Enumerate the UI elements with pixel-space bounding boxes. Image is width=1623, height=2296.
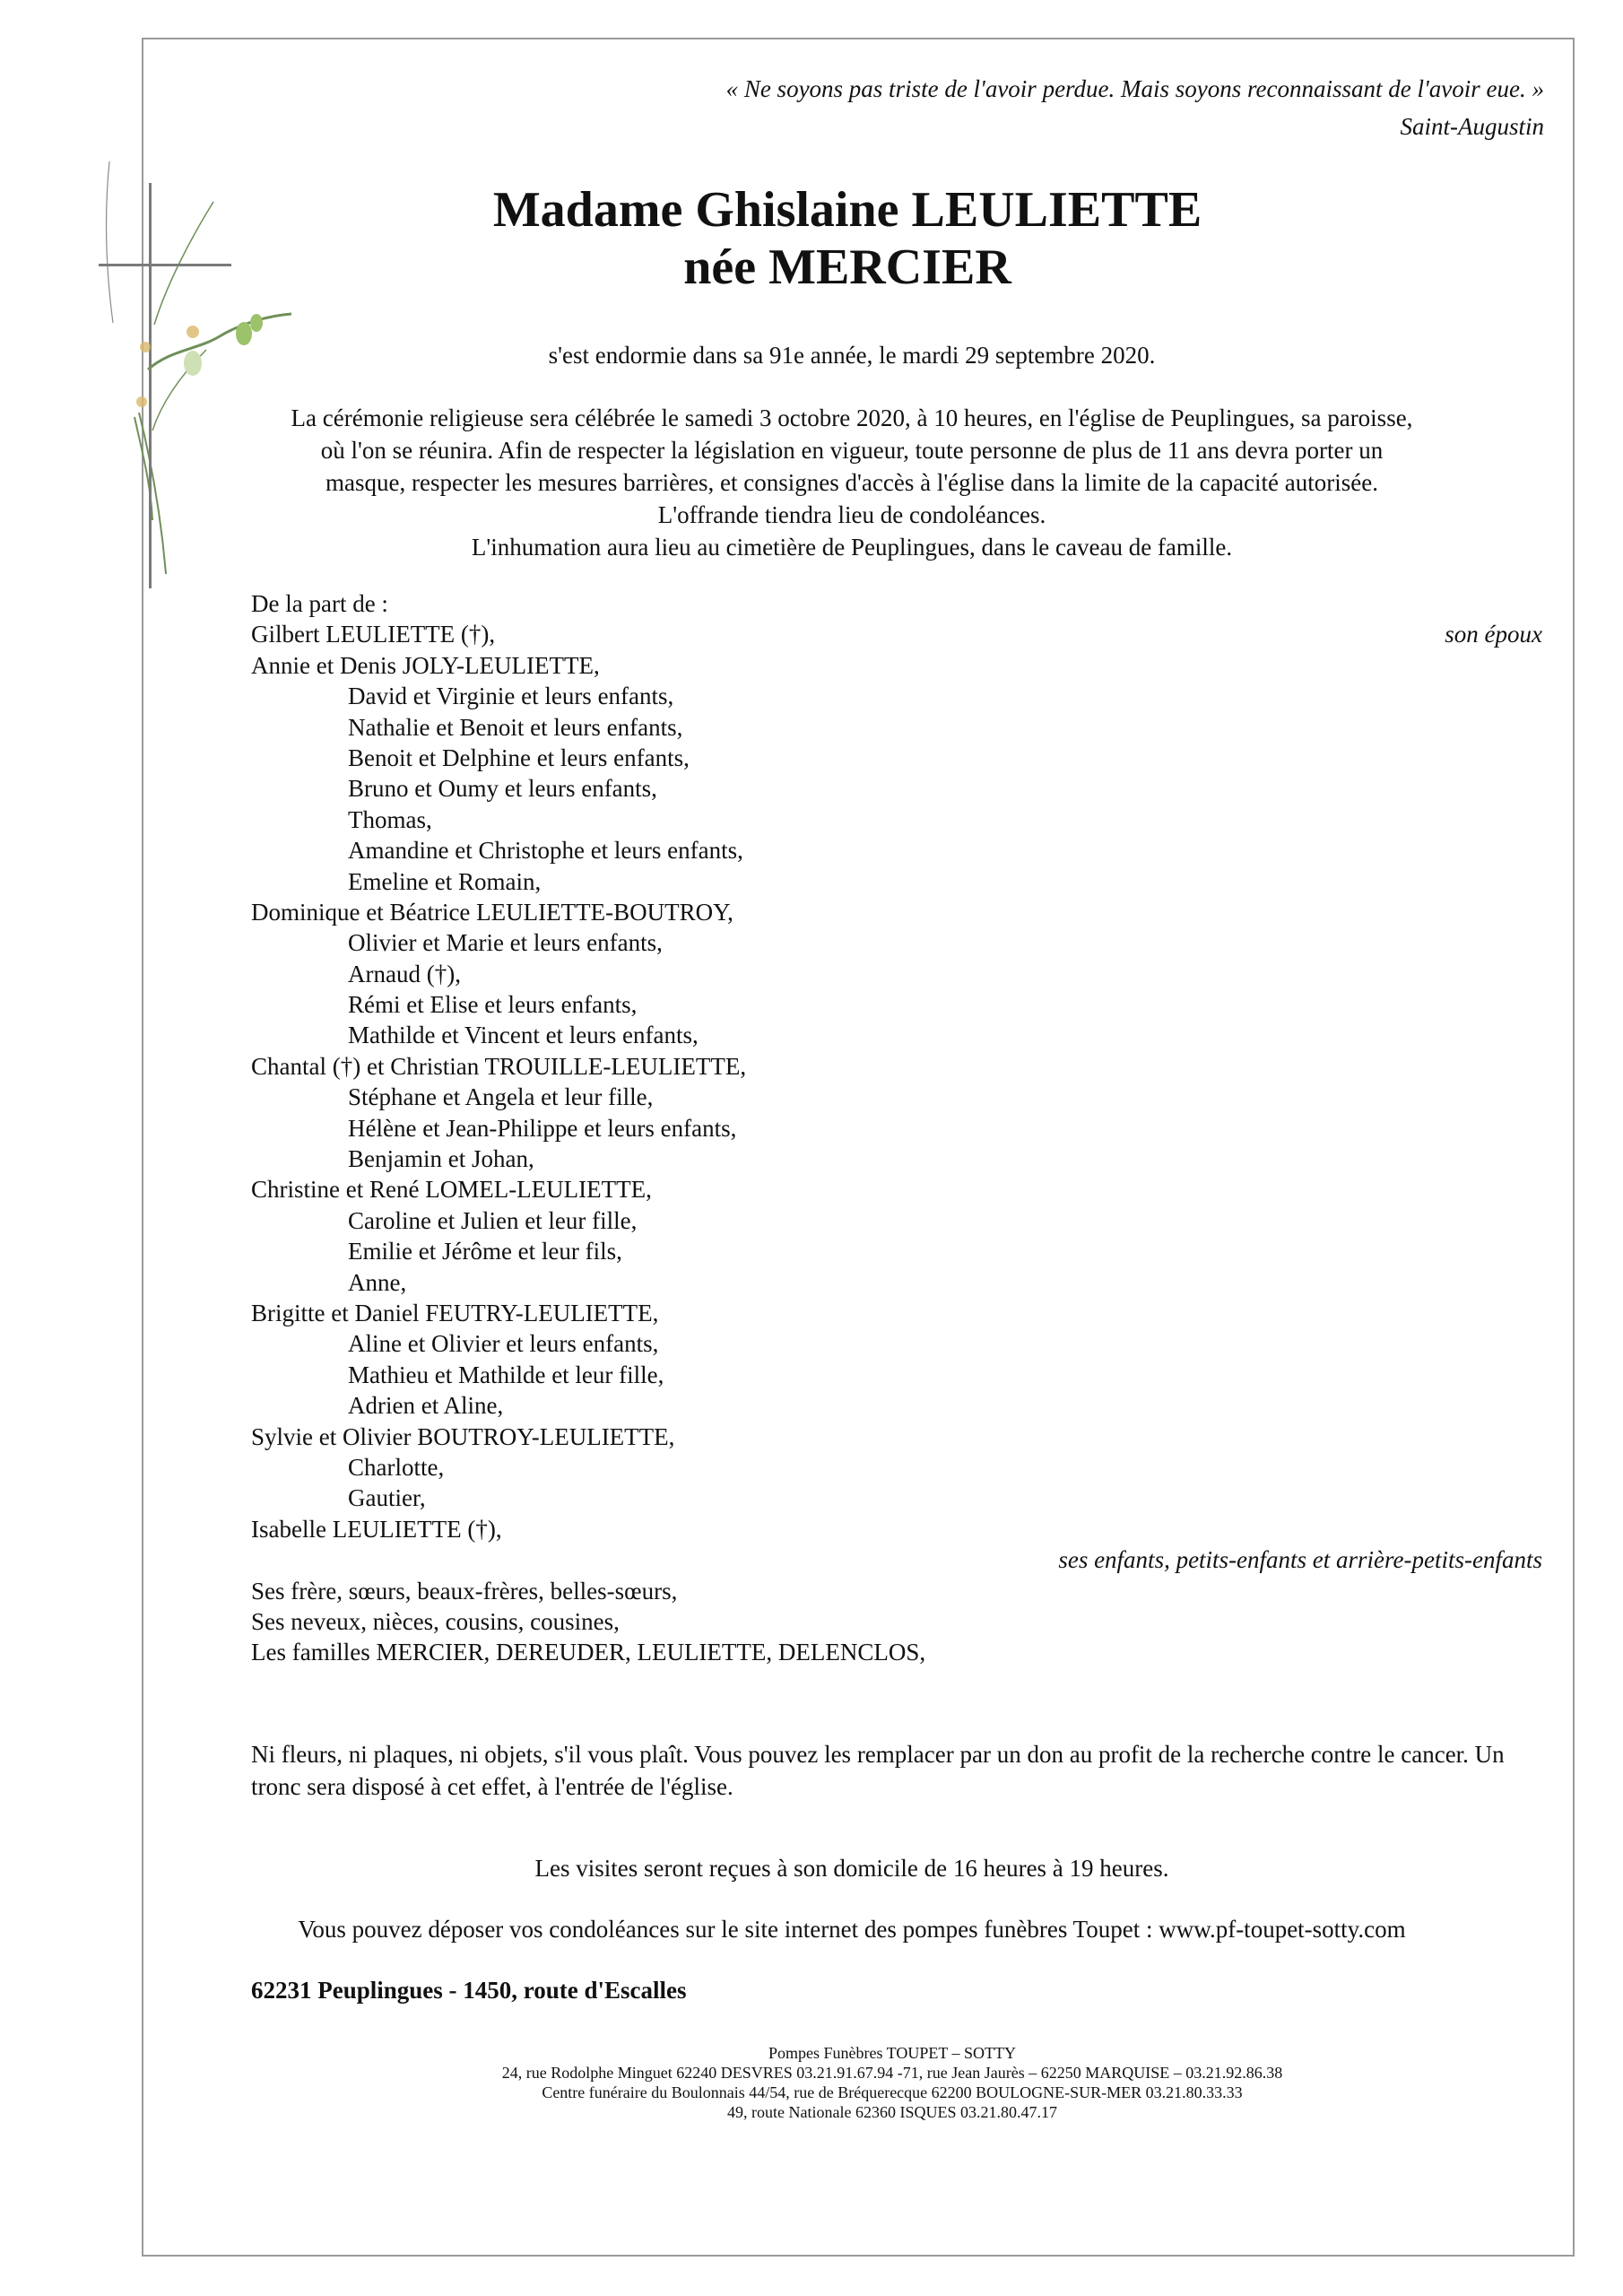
family-member bbox=[251, 650, 1542, 681]
family-member-child bbox=[251, 1390, 1542, 1421]
family-member bbox=[251, 1298, 1542, 1328]
family-member-name: Mathilde et Vincent et leurs enfants, bbox=[348, 1022, 699, 1049]
family-member-child bbox=[251, 1328, 1542, 1359]
deceased-name-title bbox=[72, 181, 1623, 296]
ceremony-details bbox=[179, 402, 1524, 563]
family-member bbox=[251, 619, 1542, 649]
family-member-child bbox=[251, 1452, 1542, 1483]
family-member-name: Thomas, bbox=[348, 805, 432, 833]
funeral-home-footer bbox=[341, 2043, 1444, 2122]
family-member-child bbox=[251, 681, 1542, 711]
death-notice: s'est endormie dans sa 91e année, le mardi 29 septembre 2020. bbox=[548, 342, 1156, 369]
footer-line: 24, rue Rodolphe Minguet 62240 DESVRES 03.21.91.67.94 -71, rue Jean Jaurès – 62250 MARQUISE – 03.21.92.86.38 bbox=[501, 2064, 1283, 2082]
family-member-child bbox=[251, 1082, 1542, 1112]
family-member-child bbox=[251, 712, 1542, 743]
family-member-name: David et Virginie et leurs enfants, bbox=[348, 683, 674, 710]
family-member-name: Dominique et Béatrice LEULIETTE-BOUTROY, bbox=[251, 898, 733, 926]
family-member bbox=[251, 1637, 1542, 1667]
family-member bbox=[251, 1514, 1542, 1544]
family-member-name: Charlotte, bbox=[348, 1453, 445, 1481]
family-member-name: Annie et Denis JOLY-LEULIETTE, bbox=[251, 651, 600, 679]
family-member-name: Benoit et Delphine et leurs enfants, bbox=[348, 744, 690, 771]
family-member-child bbox=[251, 959, 1542, 989]
visits-info: Les visites seront reçues à son domicile de 16 heures à 19 heures. bbox=[534, 1855, 1169, 1882]
family-member-name: Hélène et Jean-Philippe et leurs enfants, bbox=[348, 1114, 737, 1142]
family-member-name: Gautier, bbox=[348, 1484, 426, 1512]
family-member-child bbox=[251, 1360, 1542, 1390]
family-member-name: Chantal (†) et Christian TROUILLE-LEULIETTE, bbox=[251, 1052, 747, 1080]
title-name: Madame Ghislaine LEULIETTE bbox=[492, 182, 1202, 238]
footer-line: 49, route Nationale 62360 ISQUES 03.21.80.47.17 bbox=[727, 2103, 1057, 2121]
family-member-child bbox=[251, 989, 1542, 1020]
epigraph-quote bbox=[726, 70, 1544, 145]
family-member-name: Sylvie et Olivier BOUTROY-LEULIETTE, bbox=[251, 1422, 675, 1450]
footer-company: Pompes Funèbres TOUPET – SOTTY bbox=[768, 2044, 1016, 2062]
donation-wishes: Ni fleurs, ni plaques, ni objets, s'il vous plaît. Vous pouvez les remplacer par un don au profit de la recherche contre le cancer. Un tronc sera disposé à cet effet, à l'entrée de l'église. bbox=[251, 1741, 1505, 1800]
family-member-name: Ses frère, sœurs, beaux-frères, belles-sœurs, bbox=[251, 1577, 678, 1605]
family-member-name: Emilie et Jérôme et leur fils, bbox=[348, 1238, 622, 1265]
family-member-name: Benjamin et Johan, bbox=[348, 1145, 534, 1173]
family-member-child bbox=[251, 1020, 1542, 1050]
ceremony-line: masque, respecter les mesures barrières, et consignes d'accès à l'église dans la limite de la capacité autorisée. bbox=[325, 469, 1378, 496]
family-member-name: Aline et Olivier et leurs enfants, bbox=[348, 1330, 659, 1358]
family-member-name: Stéphane et Angela et leur fille, bbox=[348, 1083, 654, 1111]
quote-author: Saint-Augustin bbox=[1400, 113, 1544, 140]
family-member-name: Ses neveux, nièces, cousins, cousines, bbox=[251, 1607, 620, 1635]
family-member-name: Olivier et Marie et leurs enfants, bbox=[348, 929, 663, 957]
family-member-child bbox=[251, 1267, 1542, 1298]
family-role: ses enfants, petits-enfants et arrière-petits-enfants bbox=[1058, 1546, 1542, 1574]
family-member-child bbox=[251, 804, 1542, 835]
family-member-name: Mathieu et Mathilde et leur fille, bbox=[348, 1361, 664, 1388]
family-member-child bbox=[251, 835, 1542, 865]
family-member-name: Emeline et Romain, bbox=[348, 867, 542, 895]
family-member bbox=[251, 1576, 1542, 1606]
family-member-name: Les familles MERCIER, DEREUDER, LEULIETTE, DELENCLOS, bbox=[251, 1639, 926, 1666]
family-member-child bbox=[251, 1144, 1542, 1174]
family-member bbox=[251, 1544, 1542, 1575]
family-member-child bbox=[251, 773, 1542, 804]
family-role: son époux bbox=[1445, 621, 1542, 648]
family-member-child bbox=[251, 743, 1542, 773]
family-member-name: Bruno et Oumy et leurs enfants, bbox=[348, 775, 657, 803]
family-member-name: Isabelle LEULIETTE (†), bbox=[251, 1515, 502, 1543]
ceremony-line: L'offrande tiendra lieu de condoléances. bbox=[657, 501, 1046, 528]
family-member bbox=[251, 897, 1542, 927]
family-member-name: Adrien et Aline, bbox=[348, 1392, 504, 1420]
family-member-name: Amandine et Christophe et leurs enfants, bbox=[348, 837, 743, 865]
family-member-name: Rémi et Elise et leurs enfants, bbox=[348, 991, 638, 1019]
family-member-name: Anne, bbox=[348, 1268, 407, 1296]
family-member-name: Gilbert LEULIETTE (†), bbox=[251, 621, 496, 648]
family-member-name: Brigitte et Daniel FEUTRY-LEULIETTE, bbox=[251, 1299, 659, 1326]
footer-line: Centre funéraire du Boulonnais 44/54, rue de Bréquerecque 62200 BOULOGNE-SUR-MER 03.21.80.33.33 bbox=[542, 2083, 1243, 2101]
family-member-name: Arnaud (†), bbox=[348, 960, 461, 987]
family-member-name: Christine et René LOMEL-LEULIETTE, bbox=[251, 1176, 652, 1204]
family-list bbox=[251, 588, 1542, 1668]
title-maiden-name: née MERCIER bbox=[683, 239, 1011, 295]
family-intro: De la part de : bbox=[251, 590, 388, 617]
ceremony-line: où l'on se réunira. Afin de respecter la législation en vigueur, toute personne de plus de 11 ans devra porter un bbox=[320, 437, 1384, 464]
family-member bbox=[251, 1606, 1542, 1637]
family-member-child bbox=[251, 1236, 1542, 1266]
ceremony-line: L'inhumation aura lieu au cimetière de Peuplingues, dans le caveau de famille. bbox=[471, 534, 1233, 561]
home-address: 62231 Peuplingues - 1450, route d'Escalles bbox=[251, 1977, 687, 2004]
family-member-name: Caroline et Julien et leur fille, bbox=[348, 1206, 638, 1234]
family-member-name: Nathalie et Benoit et leurs enfants, bbox=[348, 713, 683, 741]
quote-text: « Ne soyons pas triste de l'avoir perdue. Mais soyons reconnaissant de l'avoir eue. » bbox=[725, 75, 1544, 102]
online-condolences-info: Vous pouvez déposer vos condoléances sur le site internet des pompes funèbres Toupet : www.pf-toupet-sotty.com bbox=[298, 1916, 1406, 1943]
family-member-child bbox=[251, 1483, 1542, 1513]
family-member-child bbox=[251, 927, 1542, 958]
family-member bbox=[251, 1174, 1542, 1205]
family-member-child bbox=[251, 866, 1542, 897]
ceremony-line: La cérémonie religieuse sera célébrée le samedi 3 octobre 2020, à 10 heures, en l'église de Peuplingues, sa paroisse, bbox=[291, 404, 1413, 431]
family-member-child bbox=[251, 1113, 1542, 1144]
family-member-child bbox=[251, 1205, 1542, 1236]
family-member bbox=[251, 1422, 1542, 1452]
family-member bbox=[251, 1051, 1542, 1082]
